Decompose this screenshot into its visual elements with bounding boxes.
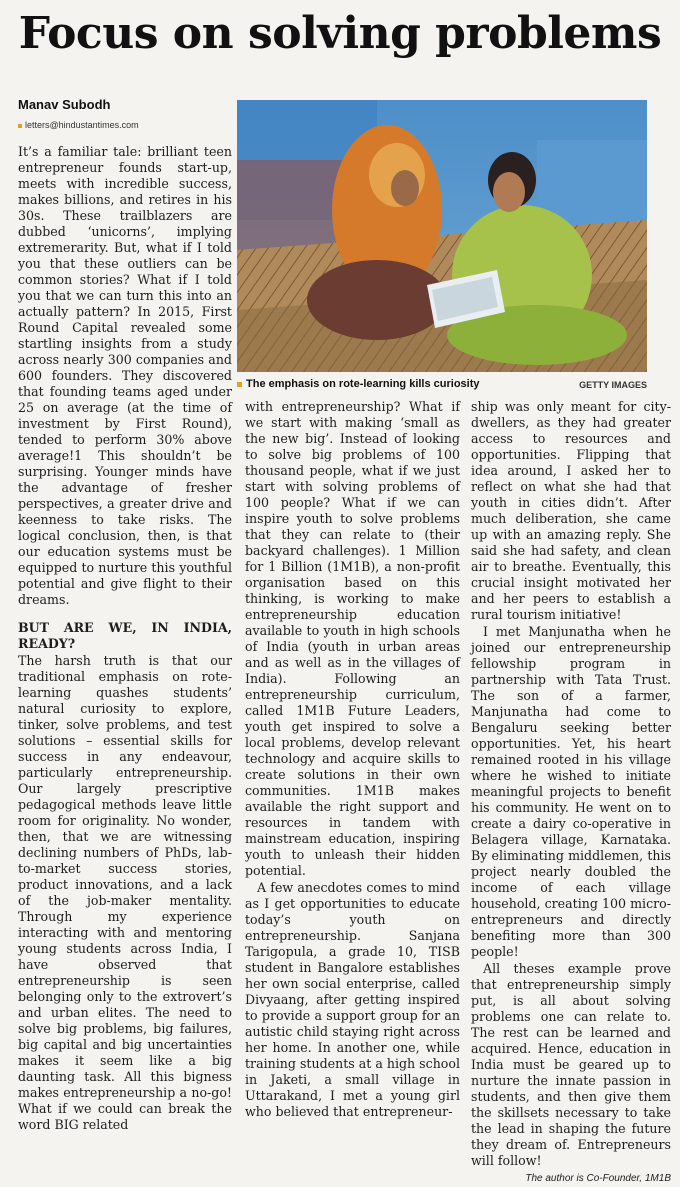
caption-text: The emphasis on rote-learning kills curiosity bbox=[246, 378, 480, 390]
article-photo bbox=[237, 100, 647, 372]
paragraph: ship was only meant for city-dwellers, as they had greater access to resources and opportunities. Flipping that idea around, I asked her to reflect on what she had that youth in cities didn’t. After much deliberation, she came up with an amazing reply. She said she had safety, and clean air to breathe. Eventually, this crucial insight motivated her and her peers to establish a rural tourism initiative! bbox=[471, 399, 671, 622]
bullet-square-icon bbox=[237, 382, 242, 387]
bullet-square-icon bbox=[18, 124, 22, 128]
section-subhead: BUT ARE WE, IN INDIA, READY? bbox=[18, 620, 232, 651]
photo-credit: GETTY IMAGES bbox=[579, 380, 647, 390]
author-note: The author is Co-Founder, 1M1B bbox=[525, 1173, 671, 1184]
article-column-3 bbox=[471, 399, 671, 1187]
paragraph: It’s a familiar tale: brilliant teen entrepreneur founds start-up, meets with incredible success, makes billions, and retires in his 30s. These trailblazers are dubbed ‘unicorns’, implying extremerarity. But, what if I told you that these outliers can be common stories? What if I told you that we can turn this into an actually pattern? In 2015, First Round Capital revealed some startling insights from a study across nearly 300 companies and 600 founders. They discovered that founding teams aged under 25 on average (at the time of investment by First Round), tended to perform 30% above average!1 This shouldn’t be surprising. Younger minds have the advantage of fresher perspectives, a greater drive and keenness to take risks. The logical conclusion, then, is that our education systems must be equipped to nurture this youthful potential and give flight to their dreams. bbox=[18, 144, 232, 607]
article-column-1 bbox=[18, 144, 232, 1134]
photo-illustration bbox=[237, 100, 647, 372]
headline: Focus on solving problems bbox=[18, 8, 662, 59]
paragraph: All theses example prove that entrepreneurship simply put, is all about solving problems one can relate to. The rest can be learned and acquired. Hence, education in India must be geared up to nurture the innate passion in students, and then give them the skillsets necessary to take the lead in shaping the future they dream of. Entrepreneurs will follow! bbox=[471, 961, 671, 1168]
paragraph: A few anecdotes comes to mind as I get opportunities to educate today’s youth on entrepreneurship. Sanjana Tarigopula, a grade 10, TISB student in Bangalore establishes her own social enterprise, called Divyaang, after getting inspired to provide a support group for an autistic child staying right across her home. In another one, while training students at a high school in Jaketi, a small village in Uttarakand, I met a young girl who believed that entrepreneur- bbox=[245, 880, 460, 1119]
email-text: letters@hindustantimes.com bbox=[25, 120, 139, 130]
author-email[interactable] bbox=[18, 120, 139, 130]
paragraph: I met Manjunatha when he joined our entrepreneurship fellowship program in partnership with Tata Trust. The son of a farmer, Manjunatha had come to Bengaluru seeking better opportunities. Yet, his heart remained rooted in his village where he wished to initiate meaningful projects to benefit his community. He went on to create a dairy co-operative in Belagera village, Karnataka. By eliminating middlemen, this project nearly doubled the income of each village household, creating 100 micro-entrepreneurs and directly benefiting more than 300 people! bbox=[471, 624, 671, 959]
paragraph: with entrepreneurship? What if we start with making ‘small as the new big’. Instead of looking to solve big problems of 100 thousand people, what if we just start with solving problems of 100 people? What if we can inspire youth to solve problems that they can relate to (their backyard challenges). 1 Million for 1 Billion (1M1B), a non-profit organisation based on this thinking, is working to make entrepreneurship education available to youth in high schools of India (youth in urban areas and as well as in the villages of India). Following an entrepreneurship curriculum, called 1M1B Future Leaders, youth get inspired to solve a local problems, develop relevant technology and acquire skills to create solutions in their own communities. 1M1B makes available the right support and resources in tandem with mainstream education, inspiring youth to unleash their hidden potential. bbox=[245, 399, 460, 878]
article-column-2 bbox=[245, 399, 460, 1121]
paragraph: The harsh truth is that our traditional emphasis on rote-learning quashes students’ natural curiosity to explore, tinker, solve problems, and test solutions – essential skills for success in any endeavour, particularly entrepreneurship. Our largely prescriptive pedagogical methods leave little room for originality. No wonder, then, that we are witnessing declining numbers of PhDs, lab-to-market success stories, product innovations, and a lack of the job-maker mentality. Through my experience interacting with and mentoring young students across India, I have observed that entrepreneurship is seen belonging only to the extrovert’s and urban elites. The need to solve big problems, big failures, big capital and big uncertainties makes it seem like a big daunting task. All this bigness makes entrepreneurship a no-go! What if we could can break the word BIG related bbox=[18, 653, 232, 1132]
author-byline: Manav Subodh bbox=[18, 97, 111, 112]
